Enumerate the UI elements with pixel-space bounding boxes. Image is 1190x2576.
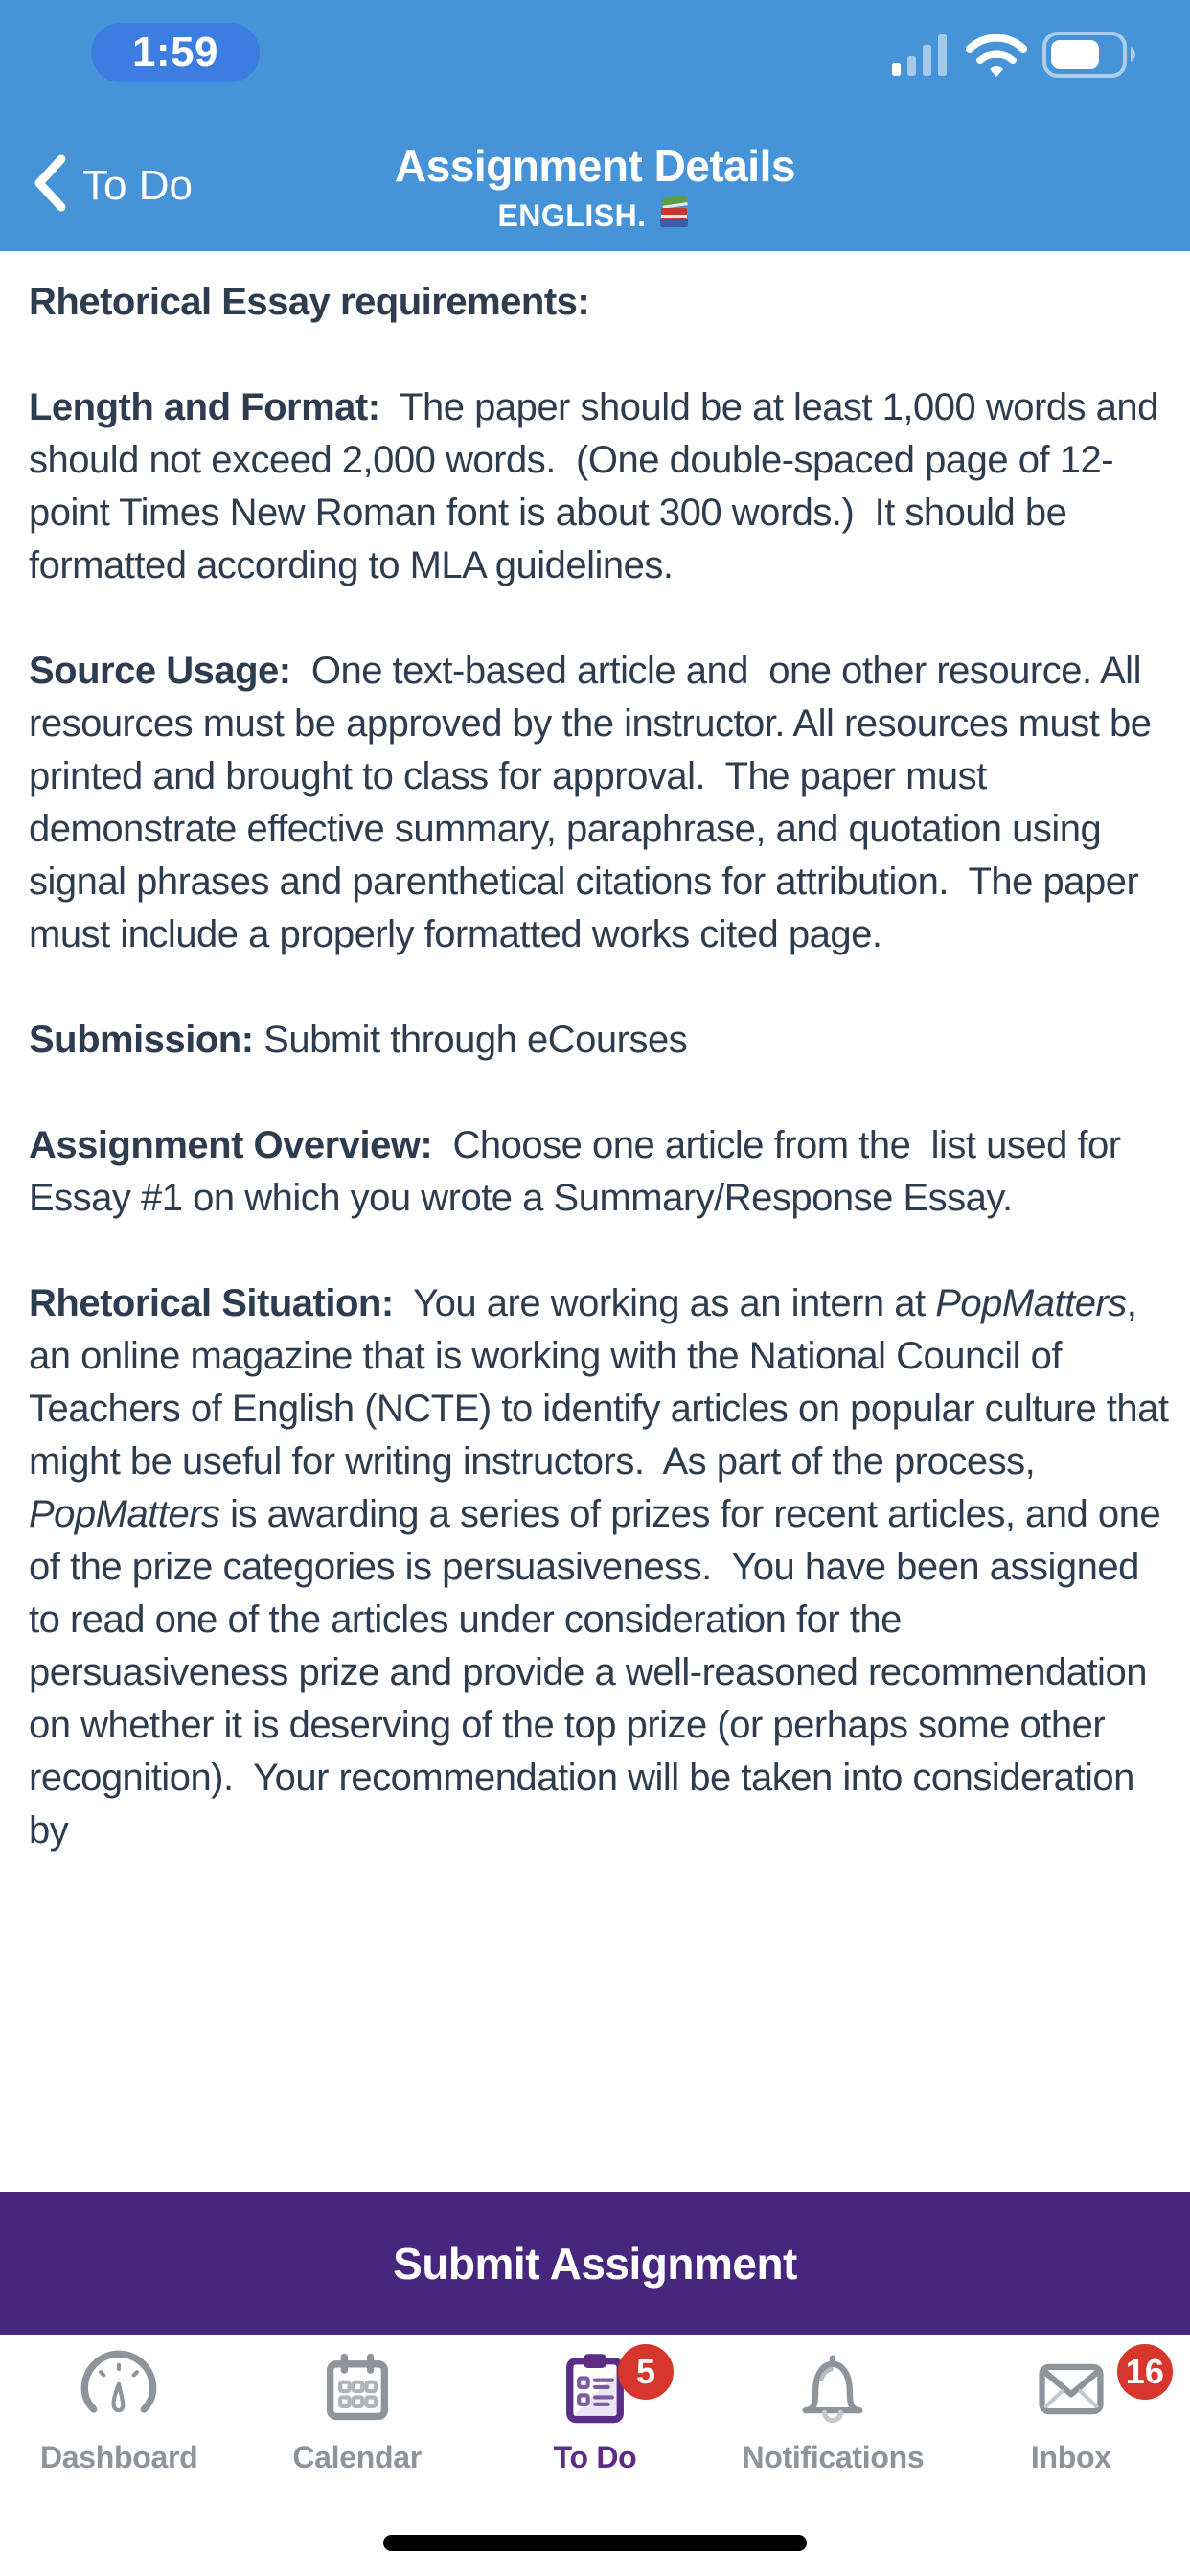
gauge-icon <box>79 2348 159 2433</box>
wifi-icon <box>966 32 1027 82</box>
section-length-and-format: Length and Format: The paper should be at least 1,000 words and should not exceed 2,000 words. (One double-spaced page of 12-point Times New Roman font is about 300 words.) It should be formatted according to MLA guidelines. <box>29 386 1169 586</box>
tab-todo-label: To Do <box>553 2440 637 2474</box>
tab-notifications-label: Notifications <box>742 2440 925 2474</box>
inbox-badge: 16 <box>1117 2344 1173 2400</box>
section-submission: Submission: Submit through eCourses <box>29 1019 688 1061</box>
header <box>0 0 1190 251</box>
chevron-left-icon <box>31 153 69 218</box>
tab-inbox-label: Inbox <box>1030 2440 1111 2474</box>
time-text: 1:59 <box>131 29 219 76</box>
status-time <box>91 23 260 82</box>
section-source-usage: Source Usage: One text-based article and one other resource. All resources must be approved by the instructor. All resources must be printed and brought to class for approval. The paper must demonstrate effective summary, paraphrase, and quotation using signal phrases and parenthetical citations for attribution. The paper must include a properly formatted works cited page. <box>29 650 1162 955</box>
submit-assignment-button[interactable] <box>0 2192 1190 2335</box>
course-subtitle-text: ENGLISH. <box>497 197 647 233</box>
tab-inbox[interactable] <box>952 2335 1190 2576</box>
home-indicator[interactable] <box>383 2535 807 2551</box>
submit-assignment-label: Submit Assignment <box>393 2239 797 2288</box>
cellular-icon <box>891 33 950 81</box>
battery-icon <box>1042 31 1140 83</box>
envelope-icon <box>1031 2348 1111 2433</box>
tab-dashboard-label: Dashboard <box>39 2440 198 2474</box>
tab-dashboard[interactable] <box>0 2335 238 2576</box>
assignment-description[interactable] <box>0 251 1190 2192</box>
back-button-label: To Do <box>82 161 193 209</box>
section-rhetorical-situation: Rhetorical Situation: You are working as an intern at PopMatters, an online magazine that is working with the National Council of Teachers of English (NCTE) to identify articles on popular culture that might be useful for writing instructors. As part of the process, PopMatters is awarding a series of prizes for recent articles, and one of the prize categories is persuasiveness. You have been assigned to read one of the articles under consideration for the persuasiveness prize and provide a well-reasoned recommendation on whether it is deserving of the top prize (or perhaps some other recognition). Your recommendation will be taken into consideration by <box>29 1282 1179 1852</box>
calendar-icon <box>317 2348 398 2433</box>
tab-calendar-label: Calendar <box>292 2440 422 2474</box>
nav-title-block <box>192 140 998 238</box>
status-icons <box>891 31 1140 83</box>
books-emoji <box>656 194 693 238</box>
course-subtitle <box>192 194 998 238</box>
bell-icon <box>792 2348 873 2433</box>
back-button[interactable] <box>31 153 193 218</box>
todo-badge: 5 <box>618 2344 674 2400</box>
page-title: Assignment Details <box>395 141 795 191</box>
section-assignment-overview: Assignment Overview: Choose one article from the list used for Essay #1 on which you wrote a Summary/Response Essay. <box>29 1124 1132 1219</box>
section-requirements-heading: Rhetorical Essay requirements: <box>29 281 590 323</box>
